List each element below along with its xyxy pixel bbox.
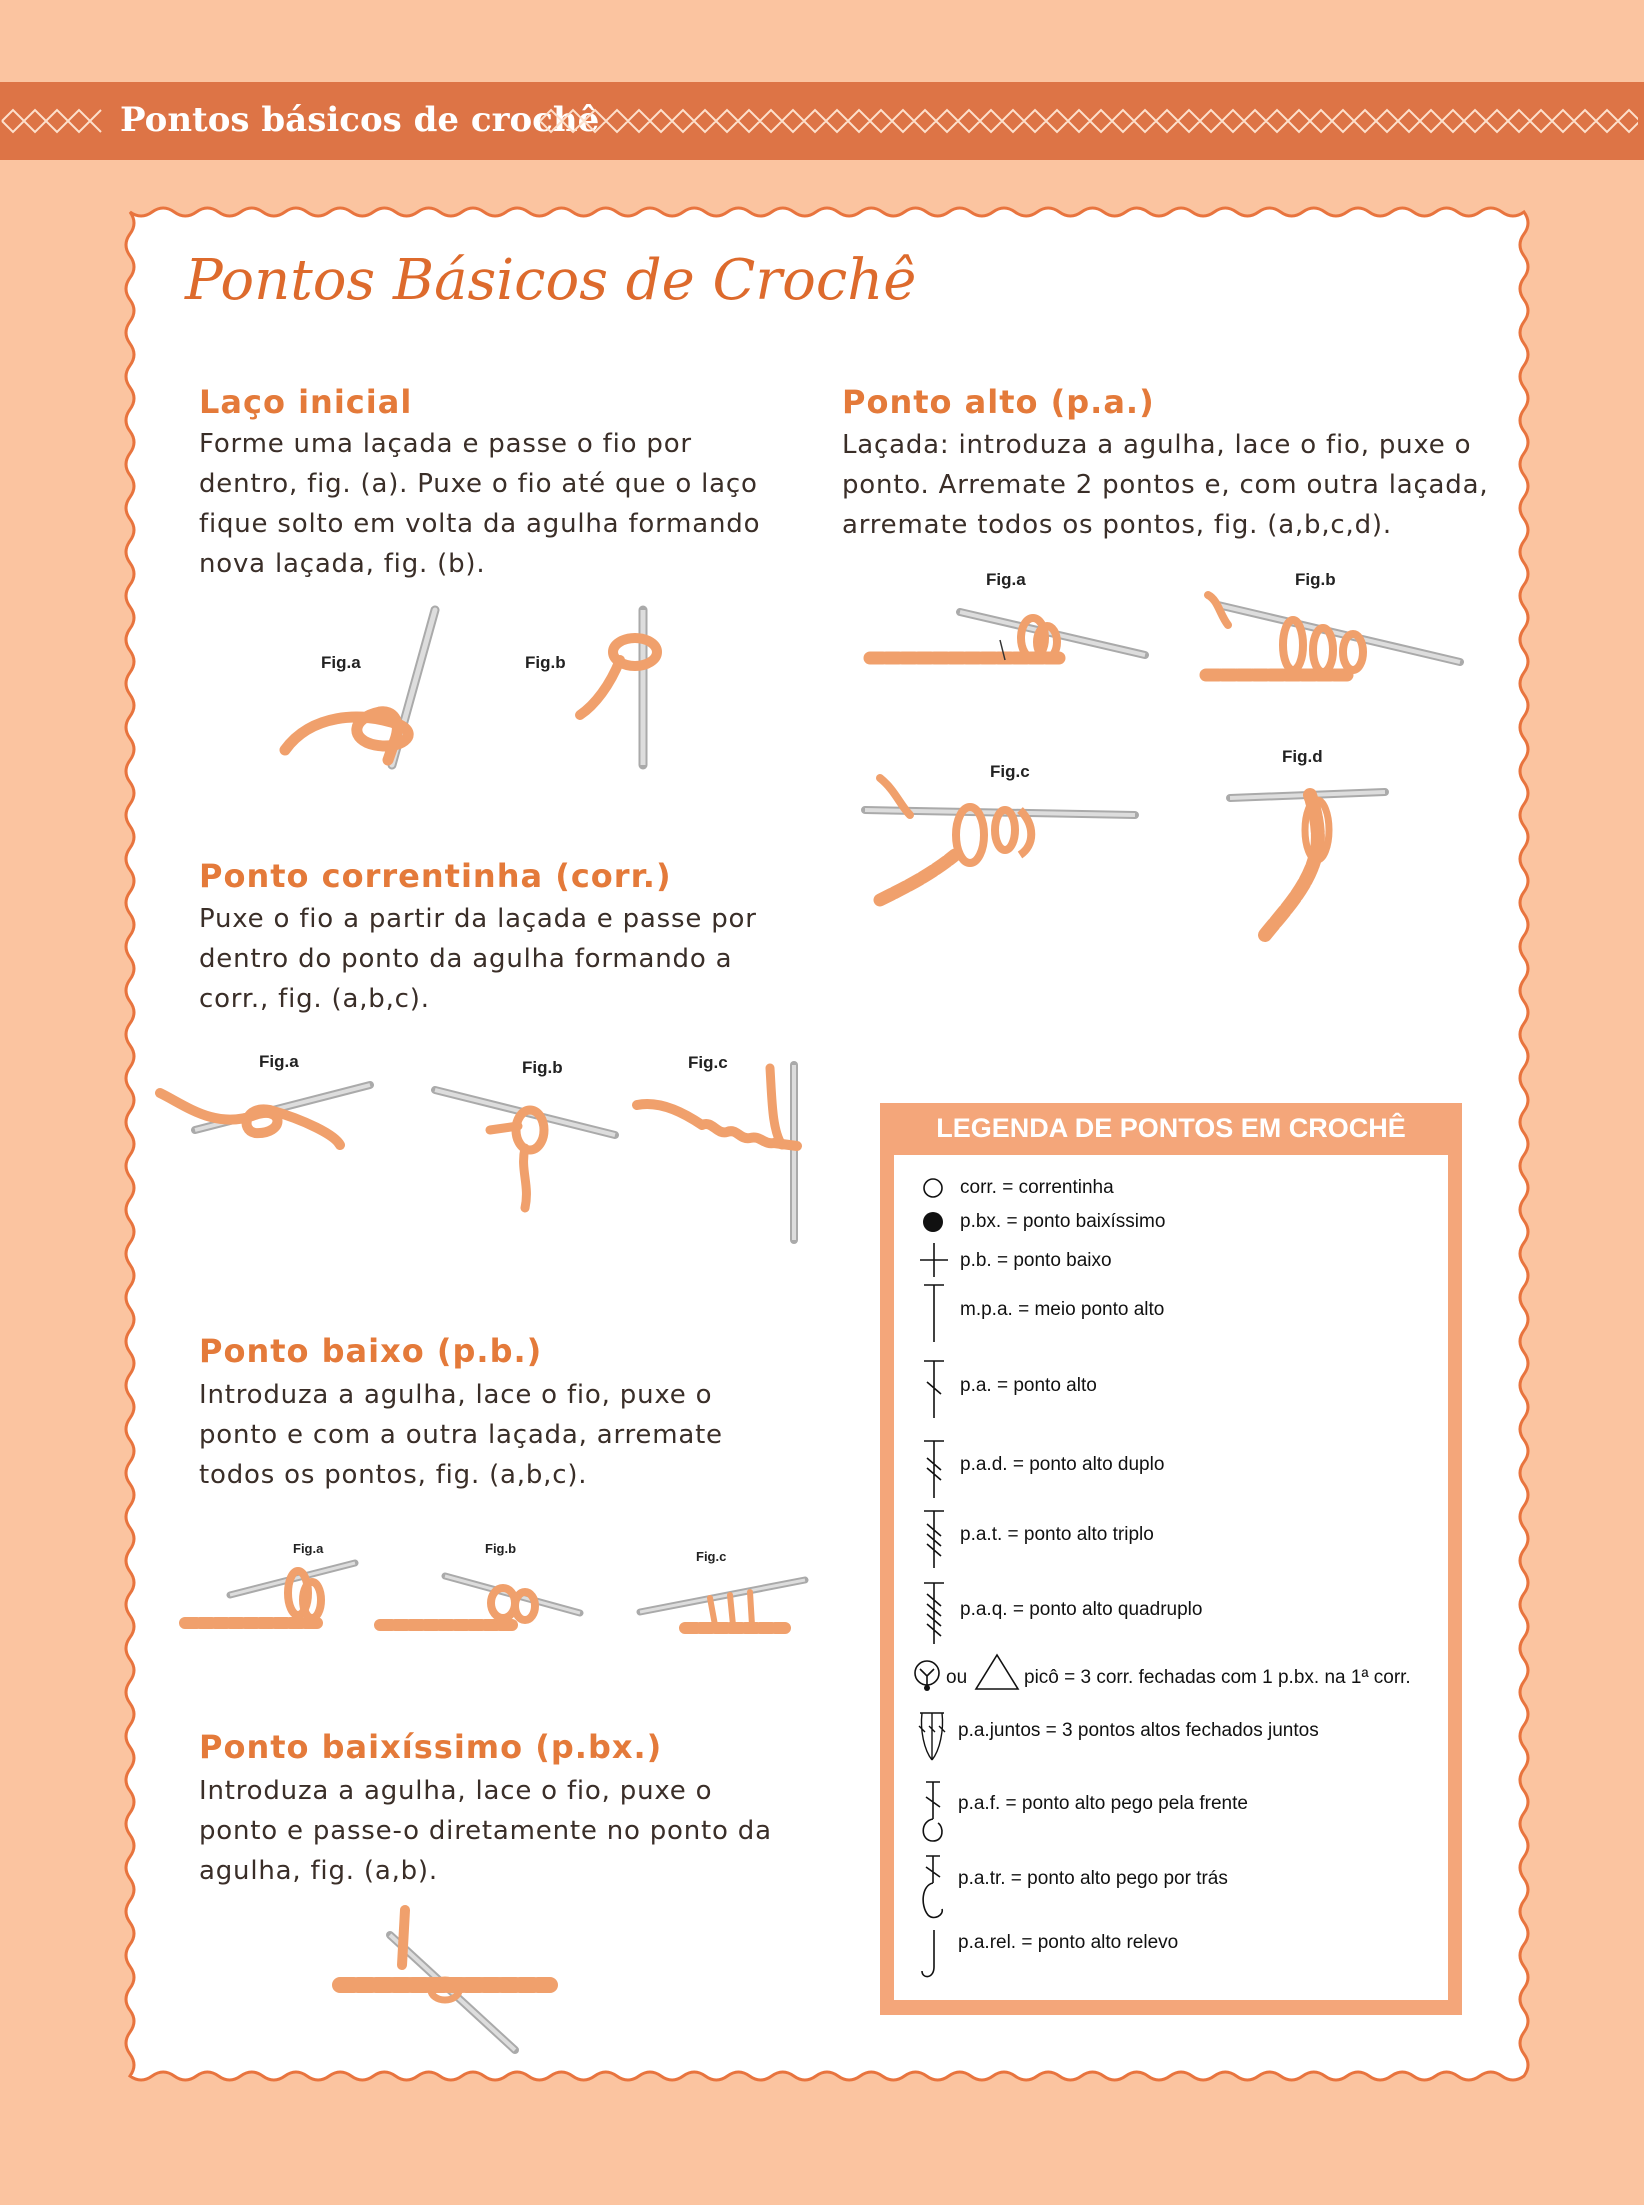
fig-label: Fig.a <box>293 1541 324 1556</box>
illustration-double-crochet-c <box>860 770 1140 910</box>
text-line: corr., fig. (a,b,c). <box>199 984 430 1014</box>
section-body-ponto-baixissimo <box>199 1771 772 1891</box>
section-body-correntinha <box>199 899 757 1019</box>
slip-stitch-symbol-icon <box>920 1209 946 1235</box>
illustration-double-crochet-b <box>1198 590 1468 690</box>
legend-item: p.a.q. = ponto alto quadruplo <box>960 1599 1203 1620</box>
legend-item: p.a. = ponto alto <box>960 1375 1097 1396</box>
header-title: Pontos básicos de crochê <box>120 100 600 140</box>
single-crochet-symbol-icon <box>918 1241 950 1279</box>
fig-label: Fig.a <box>321 653 361 672</box>
text-line: ponto e passe-o diretamente no ponto da <box>199 1816 772 1846</box>
fig-label: Fig.b <box>522 1058 563 1077</box>
back-post-symbol-icon <box>916 1853 948 1921</box>
illustration-slip-stitch <box>330 1905 560 2055</box>
text-line: todos os pontos, fig. (a,b,c). <box>199 1460 588 1490</box>
legend-item: corr. = correntinha <box>960 1177 1114 1198</box>
half-double-symbol-icon <box>918 1282 950 1344</box>
chain-stitch-symbol-icon <box>920 1175 946 1201</box>
legend-item: picô = 3 corr. fechadas com 1 p.bx. na 1ª corr. <box>1024 1667 1411 1688</box>
section-body-ponto-alto <box>842 425 1488 545</box>
illustration-single-crochet-b <box>375 1568 585 1638</box>
front-post-symbol-icon <box>916 1779 948 1845</box>
section-body-laco-inicial <box>199 424 760 584</box>
illustration-double-crochet-a <box>865 600 1150 675</box>
section-title-correntinha: Ponto correntinha (corr.) <box>199 857 672 895</box>
zigzag-ornament-left <box>0 82 105 160</box>
fig-label: Fig.c <box>688 1053 728 1072</box>
legend-body <box>894 1155 1448 2000</box>
cluster-symbol-icon <box>916 1710 948 1762</box>
legend-item: p.bx. = ponto baixíssimo <box>960 1211 1166 1232</box>
legend-item: p.b. = ponto baixo <box>960 1250 1112 1271</box>
treble-symbol-icon <box>918 1438 950 1500</box>
illustration-chain-a <box>155 1075 385 1175</box>
legend-item: p.a.rel. = ponto alto relevo <box>958 1932 1179 1953</box>
picot-symbol-icon <box>912 1658 942 1692</box>
text-line: Introduza a agulha, lace o fio, puxe o <box>199 1380 713 1410</box>
fig-label: Fig.b <box>525 653 566 672</box>
text-line: fique solto em volta da agulha formando <box>199 509 761 539</box>
legend-item: p.a.juntos = 3 pontos altos fechados juntos <box>958 1720 1319 1741</box>
text-line: Puxe o fio a partir da laçada e passe por <box>199 904 757 934</box>
text-line: nova laçada, fig. (b). <box>199 549 486 579</box>
stitch-legend <box>880 1103 1462 2015</box>
illustration-slip-knot-a <box>280 600 450 775</box>
legend-item: m.p.a. = meio ponto alto <box>960 1299 1165 1320</box>
section-title-ponto-baixo: Ponto baixo (p.b.) <box>199 1332 543 1370</box>
text-line: dentro, fig. (a). Puxe o fio até que o laço <box>199 469 758 499</box>
picot-triangle-symbol-icon <box>974 1652 1020 1692</box>
illustration-chain-c <box>632 1060 812 1245</box>
fig-label: Fig.c <box>990 762 1030 781</box>
triple-treble-symbol-icon <box>918 1508 950 1570</box>
section-title-laco-inicial: Laço inicial <box>199 383 413 421</box>
legend-item: p.a.tr. = ponto alto pego por trás <box>958 1868 1228 1889</box>
legend-item: p.a.d. = ponto alto duplo <box>960 1454 1165 1475</box>
fig-label: Fig.b <box>1295 570 1336 589</box>
text-line: dentro do ponto da agulha formando a <box>199 944 733 974</box>
text-line: ponto. Arremate 2 pontos e, com outra laçada, <box>842 470 1489 500</box>
header-banner <box>0 82 1644 160</box>
relief-stitch-symbol-icon <box>916 1927 948 1981</box>
illustration-slip-knot-b <box>570 605 670 775</box>
text-line: arremate todos os pontos, fig. (a,b,c,d). <box>842 510 1392 540</box>
fig-label: Fig.a <box>986 570 1026 589</box>
text-line: Forme uma laçada e passe o fio por <box>199 429 692 459</box>
text-line: Laçada: introduza a agulha, lace o fio, puxe o <box>842 430 1472 460</box>
text-line: Introduza a agulha, lace o fio, puxe o <box>199 1776 713 1806</box>
fig-label: Fig.c <box>696 1549 727 1564</box>
illustration-chain-b <box>430 1080 620 1215</box>
fig-label: Fig.b <box>485 1541 517 1556</box>
double-crochet-symbol-icon <box>918 1358 950 1420</box>
legend-title: LEGENDA DE PONTOS EM CROCHÊ <box>936 1113 1406 1143</box>
page-title: Pontos Básicos de Crochê <box>185 248 917 313</box>
legend-or-label: ou <box>946 1667 968 1688</box>
illustration-single-crochet-c <box>635 1570 810 1640</box>
text-line: agulha, fig. (a,b). <box>199 1856 438 1886</box>
fig-label: Fig.d <box>1282 747 1323 766</box>
illustration-single-crochet-a <box>180 1555 360 1635</box>
section-title-ponto-alto: Ponto alto (p.a.) <box>842 383 1155 421</box>
quadruple-treble-symbol-icon <box>918 1580 950 1646</box>
illustration-double-crochet-d <box>1225 770 1390 940</box>
text-line: ponto e com a outra laçada, arremate <box>199 1420 723 1450</box>
section-title-ponto-baixissimo: Ponto baixíssimo (p.bx.) <box>199 1728 663 1766</box>
legend-item: p.a.t. = ponto alto triplo <box>960 1524 1154 1545</box>
section-body-ponto-baixo <box>199 1375 723 1495</box>
zigzag-ornament-right <box>538 82 1638 160</box>
legend-item: p.a.f. = ponto alto pego pela frente <box>958 1793 1248 1814</box>
fig-label: Fig.a <box>259 1052 299 1071</box>
